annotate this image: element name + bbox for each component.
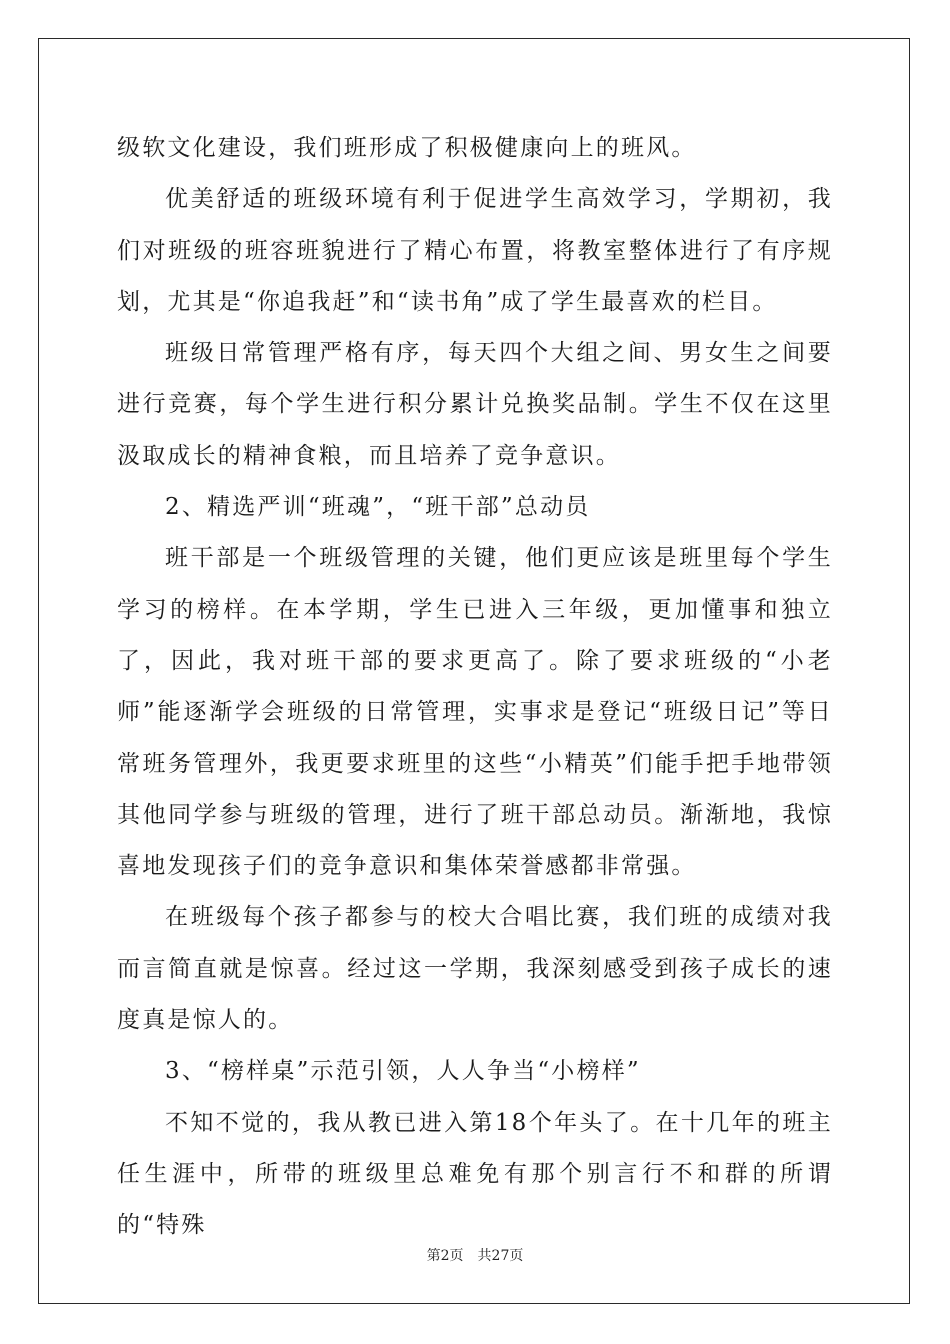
paragraph-4: 班干部是一个班级管理的关键，他们更应该是班里每个学生学习的榜样。在本学期，学生已进入三年级，更加懂事和独立了，因此，我对班干部的要求更高了。除了要求班级的“小老师”能逐渐学会班级的日常管理，实事求是登记“班级日记”等日常班务管理外，我更要求班里的这些“小精英”们能手把手地带领其他同学参与班级的管理，进行了班干部总动员。渐渐地，我惊喜地发现孩子们的竞争意识和集体荣誉感都非常强。 xyxy=(117,545,833,880)
paragraph-2: 优美舒适的班级环境有利于促进学生高效学习，学期初，我们对班级的班容班貌进行了精心布置，将教室整体进行了有序规划，尤其是“你追我赶”和“读书角”成了学生最喜欢的栏目。 xyxy=(117,186,833,315)
paragraph-5: 在班级每个孩子都参与的校大合唱比赛，我们班的成绩对我而言简直就是惊喜。经过这一学期，我深刻感受到孩子成长的速度真是惊人的。 xyxy=(117,904,833,1034)
paragraph-1: 级软文化建设，我们班形成了积极健康向上的班风。 xyxy=(117,135,697,161)
document-body xyxy=(117,123,833,1252)
section-heading-3: 3、“榜样桌”示范引领，人人争当“小榜样” xyxy=(165,1058,641,1085)
paragraph-6: 不知不觉的，我从教已进入第18个年头了。在十几年的班主任生涯中，所带的班级里总难免有那个别言行不和群的所谓的“特殊 xyxy=(117,1109,833,1239)
section-heading-2: 2、精选严训“班魂”，“班干部”总动员 xyxy=(165,494,591,521)
paragraph-3: 班级日常管理严格有序，每天四个大组之间、男女生之间要进行竞赛，每个学生进行积分累计兑换奖品制。学生不仅在这里汲取成长的精神食粮，而且培养了竞争意识。 xyxy=(117,340,833,469)
page-number-footer: 第2页 共27页 xyxy=(426,1248,524,1264)
